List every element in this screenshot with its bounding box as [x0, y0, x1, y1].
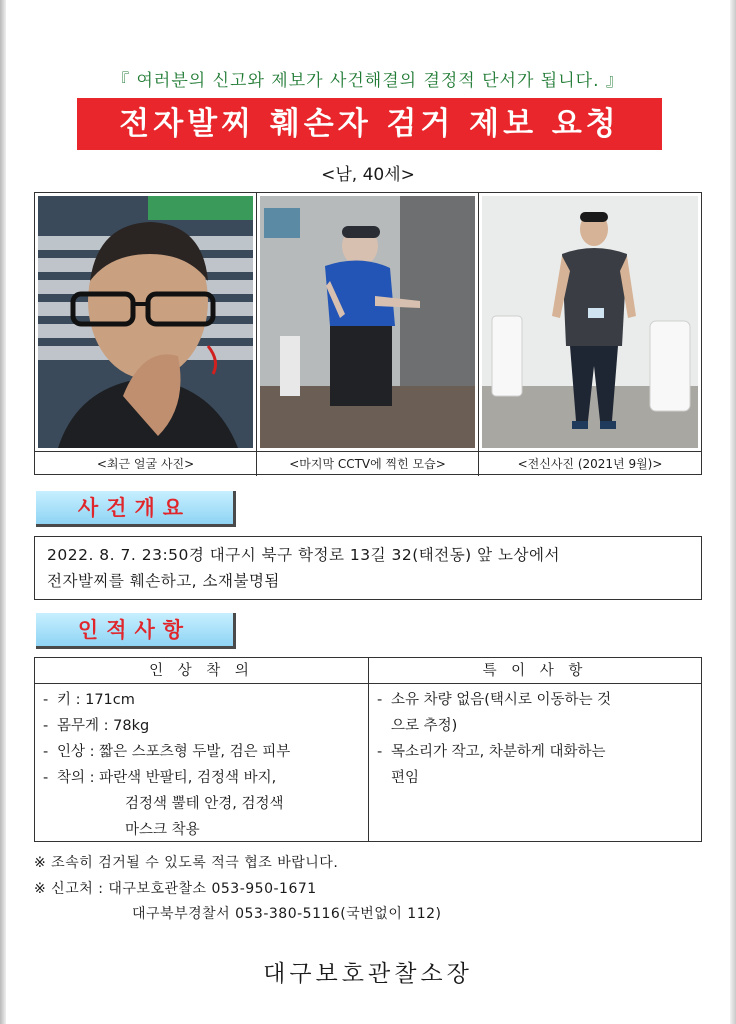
face-photo	[38, 196, 253, 448]
cooperation-request: ※ 조속히 검거될 수 있도록 적극 협조 바랍니다.	[34, 855, 339, 871]
contact-label: ※ 신고처 :	[34, 881, 109, 897]
appearance-item: - 인상 : 짧은 스포츠형 두발, 검은 피부	[43, 744, 291, 760]
appearance-continuation: 검정색 뿔테 안경, 검정색	[125, 796, 284, 812]
fullbody-photo	[482, 196, 698, 448]
appearance-list	[35, 684, 368, 841]
gender-age: <남, 40세>	[321, 165, 415, 185]
appearance-header: 인 상 착 의	[35, 658, 368, 684]
page-edge-left	[0, 0, 6, 1024]
traits-table	[34, 657, 702, 842]
fullbody-photo-cell	[479, 193, 701, 451]
photo-grid	[34, 192, 702, 475]
face-photo-caption: <최근 얼굴 사진>	[35, 452, 257, 476]
appearance-continuation: 마스크 착용	[125, 822, 200, 838]
cctv-photo-cell	[257, 193, 479, 451]
summary-line-2: 전자발찌를 훼손하고, 소재불명됨	[47, 572, 280, 590]
special-notes-list	[369, 684, 701, 841]
summary-box	[34, 536, 702, 600]
contact-probation-office: 대구보호관찰소 053-950-1671	[108, 881, 317, 897]
summary-line-1: 2022. 8. 7. 23:50경 대구시 북구 학정로 13길 32(태전동) 앞 노상에서	[47, 546, 560, 564]
headline-banner: 전자발찌 훼손자 검거 제보 요청	[77, 98, 662, 150]
cctv-photo-caption: <마지막 CCTV에 찍힌 모습>	[257, 452, 479, 476]
page-edge-right	[730, 0, 736, 1024]
cctv-photo	[260, 196, 475, 448]
face-photo-cell	[35, 193, 257, 451]
contact-line-1	[34, 878, 317, 898]
issuer-title: 대구보호관찰소장	[263, 961, 473, 987]
special-note-item: - 목소리가 작고, 차분하게 대화하는 편임	[377, 744, 606, 786]
traits-section-title: 인적사항	[36, 613, 236, 649]
special-notes-header: 특 이 사 항	[369, 658, 701, 684]
summary-section-title: 사건개요	[36, 491, 236, 527]
special-note-item: - 소유 차량 없음(택시로 이동하는 것 으로 추정)	[377, 692, 612, 734]
appearance-item: - 착의 : 파란색 반팔티, 검정색 바지,	[43, 770, 277, 786]
caption-row	[35, 451, 701, 475]
contact-police-station: 대구북부경찰서 053-380-5116(국번없이 112)	[132, 906, 442, 922]
appearance-item: - 몸무게 : 78kg	[43, 718, 150, 734]
fullbody-photo-caption: <전신사진 (2021년 9월)>	[517, 457, 663, 471]
slogan: 『 여러분의 신고와 제보가 사건해결의 결정적 단서가 됩니다. 』	[112, 71, 624, 91]
appearance-item: - 키 : 171cm	[43, 692, 135, 708]
